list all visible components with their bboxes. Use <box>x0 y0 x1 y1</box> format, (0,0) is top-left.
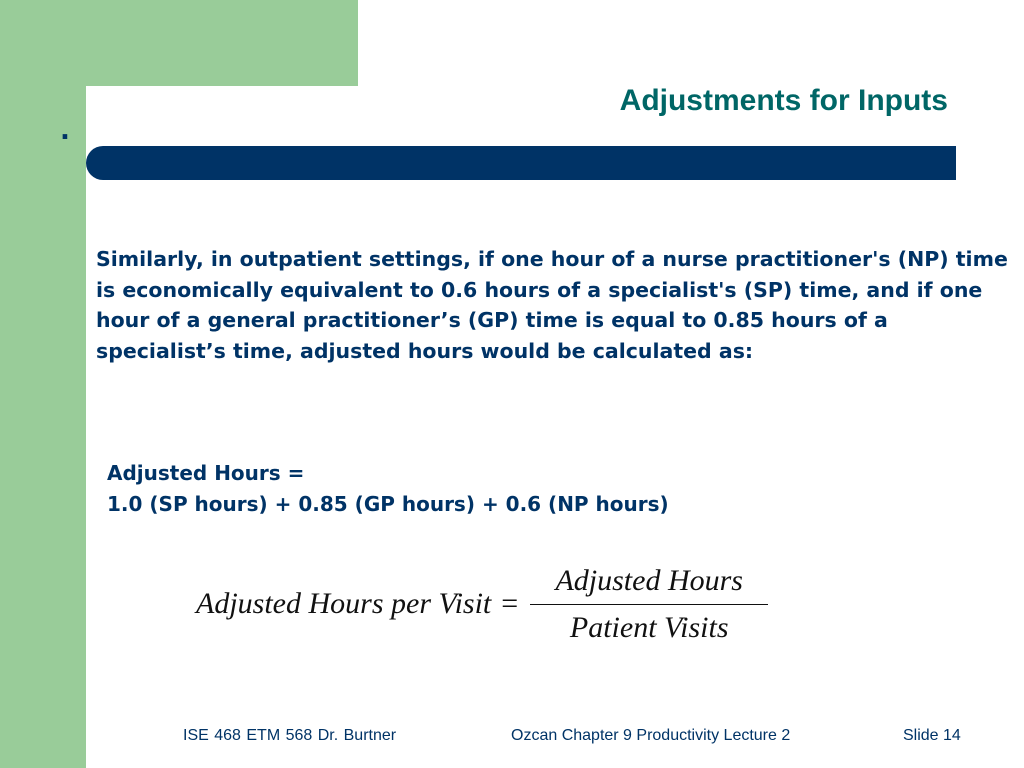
bullet-dot: . <box>60 116 70 146</box>
equation-lhs: Adjusted Hours per Visit <box>196 587 492 620</box>
formula-line-1: Adjusted Hours = <box>107 461 305 485</box>
equation-fraction <box>530 564 768 645</box>
footer-chapter: Ozcan Chapter 9 Productivity Lecture 2 <box>511 727 791 744</box>
body-paragraph: Similarly, in outpatient settings, if one hour of a nurse practitioner's (NP) time is economically equivalent to 0.6 hours of a specialist's (SP) time, and if one hour of a general practitioner’s (GP) time is equal to 0.85 hours of a specialist’s time, adjusted hours would be calculated as: <box>96 247 1008 363</box>
title-underline-bar <box>86 146 956 180</box>
slide-title: Adjustments for Inputs <box>619 84 948 117</box>
equation-equals: = <box>501 587 519 620</box>
formula-text <box>107 458 669 520</box>
equation-numerator: Adjusted Hours <box>555 563 743 597</box>
footer-course: ISE 468 ETM 568 Dr. Burtner <box>183 727 397 744</box>
equation-denominator: Patient Visits <box>569 610 729 644</box>
formula-line-2: 1.0 (SP hours) + 0.85 (GP hours) + 0.6 (NP hours) <box>107 492 669 516</box>
top-green-band <box>86 0 358 86</box>
footer-slide-number: Slide 14 <box>903 727 961 744</box>
equation <box>196 556 768 652</box>
left-green-band <box>0 0 86 768</box>
